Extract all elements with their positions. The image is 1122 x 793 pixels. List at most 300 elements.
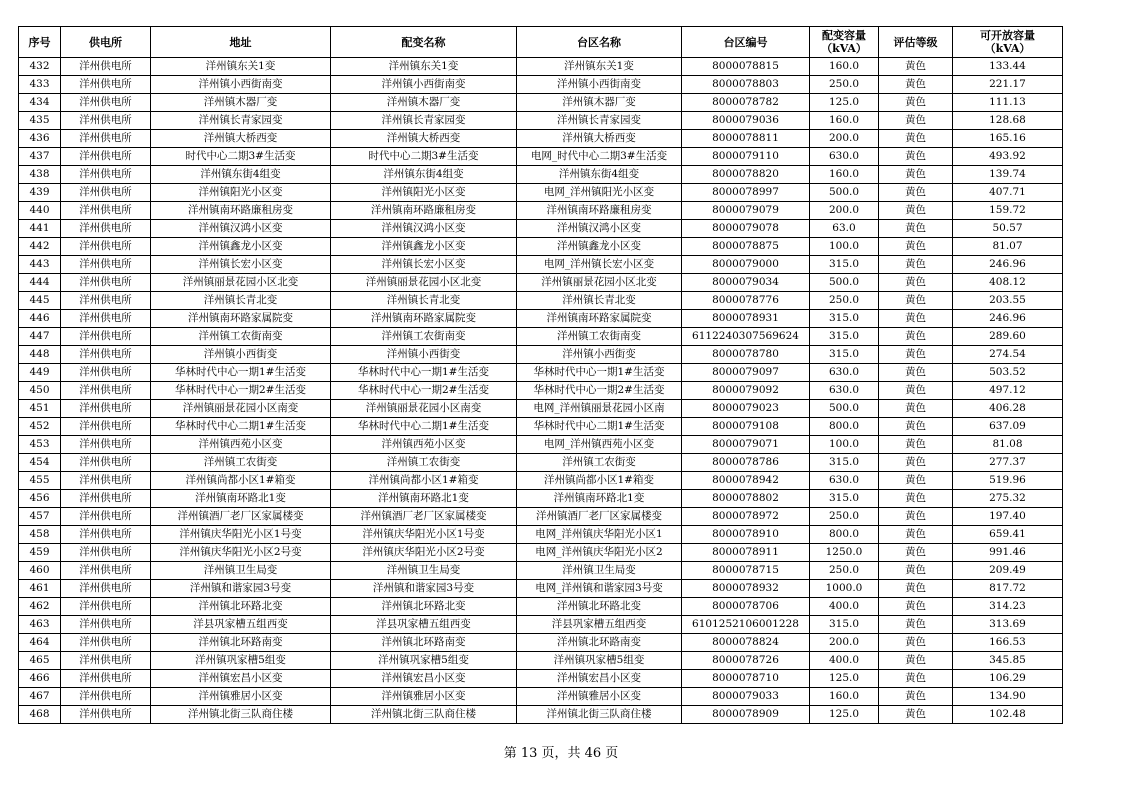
serial-cell: 442 (19, 238, 61, 256)
area-name-cell: 电网_洋州镇和谐家园3号变 (517, 580, 682, 598)
grade-cell: 黄色 (879, 76, 953, 94)
area-name-cell: 电网_时代中心二期3#生活变 (517, 148, 682, 166)
area-code-cell: 8000078706 (682, 598, 810, 616)
address-cell: 洋州镇北街三队商住楼 (151, 706, 331, 724)
address-cell: 洋州镇工农街南变 (151, 328, 331, 346)
capacity-cell: 315.0 (810, 454, 879, 472)
address-cell: 洋州镇雅居小区变 (151, 688, 331, 706)
open-capacity-cell: 50.57 (953, 220, 1063, 238)
capacity-cell: 800.0 (810, 418, 879, 436)
area-name-cell: 洋州镇木器厂变 (517, 94, 682, 112)
open-capacity-cell: 277.37 (953, 454, 1063, 472)
table-row (19, 454, 1063, 472)
area-code-cell: 6112240307569624 (682, 328, 810, 346)
table-row (19, 652, 1063, 670)
open-capacity-cell: 275.32 (953, 490, 1063, 508)
table-row (19, 256, 1063, 274)
transformer-name-cell: 洋州镇长青北变 (331, 292, 517, 310)
area-code-cell: 8000078715 (682, 562, 810, 580)
serial-cell: 452 (19, 418, 61, 436)
area-name-cell: 洋州镇工农街南变 (517, 328, 682, 346)
address-cell: 洋州镇长青北变 (151, 292, 331, 310)
station-cell: 洋州供电所 (61, 454, 151, 472)
address-cell: 洋州镇庆华阳光小区1号变 (151, 526, 331, 544)
address-cell: 华林时代中心一期2#生活变 (151, 382, 331, 400)
address-cell: 时代中心二期3#生活变 (151, 148, 331, 166)
station-cell: 洋州供电所 (61, 400, 151, 418)
station-cell: 洋州供电所 (61, 562, 151, 580)
transformer-name-cell: 洋州镇南环路北1变 (331, 490, 517, 508)
serial-cell: 435 (19, 112, 61, 130)
open-capacity-cell: 139.74 (953, 166, 1063, 184)
area-name-cell: 洋州镇卫生局变 (517, 562, 682, 580)
grade-cell: 黄色 (879, 166, 953, 184)
address-cell: 洋州镇南环路北1变 (151, 490, 331, 508)
grade-cell: 黄色 (879, 202, 953, 220)
area-name-cell: 洋州镇工农街变 (517, 454, 682, 472)
transformer-name-cell: 洋州镇南环路廉租房变 (331, 202, 517, 220)
header-row (19, 27, 1063, 58)
capacity-cell: 1250.0 (810, 544, 879, 562)
station-cell: 洋州供电所 (61, 508, 151, 526)
grade-cell: 黄色 (879, 652, 953, 670)
capacity-cell: 100.0 (810, 436, 879, 454)
area-name-cell: 洋州镇酒厂老厂区家属楼变 (517, 508, 682, 526)
open-capacity-cell: 133.44 (953, 58, 1063, 76)
address-cell: 洋州镇巩家槽5组变 (151, 652, 331, 670)
serial-cell: 438 (19, 166, 61, 184)
table-row (19, 598, 1063, 616)
capacity-cell: 1000.0 (810, 580, 879, 598)
grade-cell: 黄色 (879, 58, 953, 76)
station-cell: 洋州供电所 (61, 616, 151, 634)
table-row (19, 688, 1063, 706)
open-capacity-cell: 408.12 (953, 274, 1063, 292)
table-row (19, 400, 1063, 418)
area-name-cell: 洋州镇北街三队商住楼 (517, 706, 682, 724)
table-row (19, 382, 1063, 400)
serial-cell: 460 (19, 562, 61, 580)
station-cell: 洋州供电所 (61, 166, 151, 184)
serial-cell: 459 (19, 544, 61, 562)
grade-cell: 黄色 (879, 490, 953, 508)
address-cell: 洋州镇丽景花园小区南变 (151, 400, 331, 418)
table-row (19, 580, 1063, 598)
serial-cell: 463 (19, 616, 61, 634)
address-cell: 洋州镇庆华阳光小区2号变 (151, 544, 331, 562)
area-name-cell: 洋州镇鑫龙小区变 (517, 238, 682, 256)
capacity-cell: 63.0 (810, 220, 879, 238)
address-cell: 洋州镇北环路南变 (151, 634, 331, 652)
station-cell: 洋州供电所 (61, 382, 151, 400)
transformer-name-cell: 洋州镇巩家槽5组变 (331, 652, 517, 670)
grade-cell: 黄色 (879, 130, 953, 148)
grade-cell: 黄色 (879, 364, 953, 382)
table-row (19, 562, 1063, 580)
open-capacity-cell: 519.96 (953, 472, 1063, 490)
grade-cell: 黄色 (879, 670, 953, 688)
table-row (19, 310, 1063, 328)
capacity-cell: 630.0 (810, 364, 879, 382)
grade-cell: 黄色 (879, 706, 953, 724)
area-name-cell: 洋州镇小西街变 (517, 346, 682, 364)
grade-cell: 黄色 (879, 472, 953, 490)
capacity-cell: 400.0 (810, 598, 879, 616)
serial-cell: 439 (19, 184, 61, 202)
address-cell: 洋州镇宏昌小区变 (151, 670, 331, 688)
table-row (19, 76, 1063, 94)
open-capacity-cell: 128.68 (953, 112, 1063, 130)
area-name-cell: 洋州镇长青北变 (517, 292, 682, 310)
table-body (19, 58, 1063, 724)
header-area-code: 台区编号 (682, 27, 810, 58)
header-station: 供电所 (61, 27, 151, 58)
open-capacity-cell: 106.29 (953, 670, 1063, 688)
table-row (19, 238, 1063, 256)
transformer-name-cell: 华林时代中心二期1#生活变 (331, 418, 517, 436)
capacity-cell: 400.0 (810, 652, 879, 670)
address-cell: 洋州镇丽景花园小区北变 (151, 274, 331, 292)
transformer-name-cell: 洋州镇西苑小区变 (331, 436, 517, 454)
table-row (19, 346, 1063, 364)
address-cell: 洋州镇小西街变 (151, 346, 331, 364)
address-cell: 洋州镇木器厂变 (151, 94, 331, 112)
station-cell: 洋州供电所 (61, 328, 151, 346)
transformer-name-cell: 洋县巩家槽五组西变 (331, 616, 517, 634)
open-capacity-cell: 289.60 (953, 328, 1063, 346)
capacity-cell: 630.0 (810, 382, 879, 400)
grade-cell: 黄色 (879, 616, 953, 634)
header-capacity: 配变容量 （kVA） (810, 27, 879, 58)
capacity-cell: 630.0 (810, 472, 879, 490)
serial-cell: 433 (19, 76, 61, 94)
capacity-cell: 160.0 (810, 112, 879, 130)
address-cell: 洋州镇鑫龙小区变 (151, 238, 331, 256)
area-code-cell: 8000078910 (682, 526, 810, 544)
open-capacity-cell: 221.17 (953, 76, 1063, 94)
station-cell: 洋州供电所 (61, 598, 151, 616)
area-code-cell: 8000078972 (682, 508, 810, 526)
grade-cell: 黄色 (879, 310, 953, 328)
table-row (19, 58, 1063, 76)
grade-cell: 黄色 (879, 238, 953, 256)
area-name-cell: 洋州镇南环路廉租房变 (517, 202, 682, 220)
serial-cell: 464 (19, 634, 61, 652)
station-cell: 洋州供电所 (61, 706, 151, 724)
area-code-cell: 8000079033 (682, 688, 810, 706)
transformer-name-cell: 洋州镇长青家园变 (331, 112, 517, 130)
open-capacity-cell: 246.96 (953, 256, 1063, 274)
area-code-cell: 8000078726 (682, 652, 810, 670)
area-code-cell: 8000078802 (682, 490, 810, 508)
area-name-cell: 洋州镇东关1变 (517, 58, 682, 76)
address-cell: 洋州镇西苑小区变 (151, 436, 331, 454)
header-grade: 评估等级 (879, 27, 953, 58)
area-name-cell: 洋州镇尚都小区1#箱变 (517, 472, 682, 490)
transformer-name-cell: 洋州镇丽景花园小区北变 (331, 274, 517, 292)
area-code-cell: 6101252106001228 (682, 616, 810, 634)
capacity-cell: 315.0 (810, 310, 879, 328)
area-name-cell: 洋州镇北环路北变 (517, 598, 682, 616)
table-row (19, 706, 1063, 724)
grade-cell: 黄色 (879, 454, 953, 472)
open-capacity-cell: 246.96 (953, 310, 1063, 328)
transformer-name-cell: 洋州镇北街三队商住楼 (331, 706, 517, 724)
area-code-cell: 8000078997 (682, 184, 810, 202)
open-capacity-cell: 313.69 (953, 616, 1063, 634)
area-code-cell: 8000079034 (682, 274, 810, 292)
station-cell: 洋州供电所 (61, 472, 151, 490)
table-row (19, 166, 1063, 184)
capacity-cell: 250.0 (810, 76, 879, 94)
header-address: 地址 (151, 27, 331, 58)
grade-cell: 黄色 (879, 346, 953, 364)
area-name-cell: 电网_洋州镇西苑小区变 (517, 436, 682, 454)
area-name-cell: 洋州镇宏昌小区变 (517, 670, 682, 688)
capacity-cell: 160.0 (810, 166, 879, 184)
capacity-cell: 200.0 (810, 130, 879, 148)
table-row (19, 508, 1063, 526)
serial-cell: 444 (19, 274, 61, 292)
table-row (19, 544, 1063, 562)
header-open-capacity: 可开放容量 （kVA） (953, 27, 1063, 58)
header-serial: 序号 (19, 27, 61, 58)
grade-cell: 黄色 (879, 292, 953, 310)
transformer-name-cell: 洋州镇工农街变 (331, 454, 517, 472)
area-name-cell: 洋州镇南环路北1变 (517, 490, 682, 508)
station-cell: 洋州供电所 (61, 364, 151, 382)
serial-cell: 434 (19, 94, 61, 112)
capacity-cell: 250.0 (810, 562, 879, 580)
area-code-cell: 8000079036 (682, 112, 810, 130)
serial-cell: 437 (19, 148, 61, 166)
station-cell: 洋州供电所 (61, 274, 151, 292)
capacity-cell: 125.0 (810, 706, 879, 724)
open-capacity-cell: 493.92 (953, 148, 1063, 166)
area-code-cell: 8000078875 (682, 238, 810, 256)
area-name-cell: 洋州镇雅居小区变 (517, 688, 682, 706)
address-cell: 洋州镇东关1变 (151, 58, 331, 76)
open-capacity-cell: 274.54 (953, 346, 1063, 364)
open-capacity-cell: 203.55 (953, 292, 1063, 310)
address-cell: 洋州镇长宏小区变 (151, 256, 331, 274)
table-row (19, 202, 1063, 220)
address-cell: 洋州镇卫生局变 (151, 562, 331, 580)
address-cell: 洋州镇小西街南变 (151, 76, 331, 94)
area-code-cell: 8000078803 (682, 76, 810, 94)
capacity-cell: 500.0 (810, 400, 879, 418)
transformer-name-cell: 洋州镇东关1变 (331, 58, 517, 76)
serial-cell: 445 (19, 292, 61, 310)
area-name-cell: 洋州镇丽景花园小区北变 (517, 274, 682, 292)
table-row (19, 634, 1063, 652)
area-code-cell: 8000079097 (682, 364, 810, 382)
open-capacity-cell: 406.28 (953, 400, 1063, 418)
area-name-cell: 洋州镇长青家园变 (517, 112, 682, 130)
station-cell: 洋州供电所 (61, 220, 151, 238)
open-capacity-cell: 166.53 (953, 634, 1063, 652)
grade-cell: 黄色 (879, 220, 953, 238)
area-code-cell: 8000078815 (682, 58, 810, 76)
area-code-cell: 8000079110 (682, 148, 810, 166)
address-cell: 洋州镇阳光小区变 (151, 184, 331, 202)
station-cell: 洋州供电所 (61, 238, 151, 256)
serial-cell: 450 (19, 382, 61, 400)
grade-cell: 黄色 (879, 274, 953, 292)
station-cell: 洋州供电所 (61, 184, 151, 202)
area-code-cell: 8000078932 (682, 580, 810, 598)
serial-cell: 454 (19, 454, 61, 472)
table-row (19, 472, 1063, 490)
open-capacity-cell: 345.85 (953, 652, 1063, 670)
transformer-name-cell: 洋州镇阳光小区变 (331, 184, 517, 202)
area-name-cell: 洋州镇小西街南变 (517, 76, 682, 94)
station-cell: 洋州供电所 (61, 202, 151, 220)
capacity-cell: 200.0 (810, 202, 879, 220)
area-code-cell: 8000078780 (682, 346, 810, 364)
table-row (19, 94, 1063, 112)
transformer-name-cell: 洋州镇大桥西变 (331, 130, 517, 148)
area-name-cell: 电网_洋州镇丽景花园小区南 (517, 400, 682, 418)
area-code-cell: 8000078911 (682, 544, 810, 562)
station-cell: 洋州供电所 (61, 58, 151, 76)
open-capacity-cell: 314.23 (953, 598, 1063, 616)
table-row (19, 526, 1063, 544)
table-row (19, 490, 1063, 508)
transformer-name-cell: 洋州镇长宏小区变 (331, 256, 517, 274)
area-name-cell: 华林时代中心一期2#生活变 (517, 382, 682, 400)
capacity-cell: 315.0 (810, 328, 879, 346)
area-code-cell: 8000079071 (682, 436, 810, 454)
transformer-name-cell: 洋州镇丽景花园小区南变 (331, 400, 517, 418)
page-footer: 第 13 页，共 46 页 (503, 746, 619, 761)
area-name-cell: 电网_洋州镇庆华阳光小区2 (517, 544, 682, 562)
area-code-cell: 8000078782 (682, 94, 810, 112)
area-code-cell: 8000078909 (682, 706, 810, 724)
area-name-cell: 华林时代中心一期1#生活变 (517, 364, 682, 382)
serial-cell: 466 (19, 670, 61, 688)
transformer-name-cell: 洋州镇卫生局变 (331, 562, 517, 580)
serial-cell: 432 (19, 58, 61, 76)
serial-cell: 456 (19, 490, 61, 508)
address-cell: 洋州镇尚都小区1#箱变 (151, 472, 331, 490)
open-capacity-cell: 111.13 (953, 94, 1063, 112)
station-cell: 洋州供电所 (61, 148, 151, 166)
table-row (19, 616, 1063, 634)
open-capacity-cell: 407.71 (953, 184, 1063, 202)
station-cell: 洋州供电所 (61, 94, 151, 112)
serial-cell: 436 (19, 130, 61, 148)
capacity-cell: 800.0 (810, 526, 879, 544)
open-capacity-cell: 134.90 (953, 688, 1063, 706)
area-code-cell: 8000078786 (682, 454, 810, 472)
grade-cell: 黄色 (879, 688, 953, 706)
capacity-cell: 100.0 (810, 238, 879, 256)
area-code-cell: 8000078931 (682, 310, 810, 328)
transformer-name-cell: 华林时代中心一期2#生活变 (331, 382, 517, 400)
area-name-cell: 洋州镇南环路家属院变 (517, 310, 682, 328)
transformer-name-cell: 洋州镇雅居小区变 (331, 688, 517, 706)
station-cell: 洋州供电所 (61, 310, 151, 328)
capacity-cell: 160.0 (810, 58, 879, 76)
table-row (19, 112, 1063, 130)
table-row (19, 184, 1063, 202)
area-name-cell: 华林时代中心二期1#生活变 (517, 418, 682, 436)
table-row (19, 220, 1063, 238)
capacity-table (18, 26, 1063, 724)
station-cell: 洋州供电所 (61, 418, 151, 436)
grade-cell: 黄色 (879, 436, 953, 454)
transformer-name-cell: 洋州镇庆华阳光小区1号变 (331, 526, 517, 544)
grade-cell: 黄色 (879, 598, 953, 616)
table-row (19, 418, 1063, 436)
address-cell: 洋州镇汉鸿小区变 (151, 220, 331, 238)
serial-cell: 461 (19, 580, 61, 598)
area-code-cell: 8000079092 (682, 382, 810, 400)
table-row (19, 130, 1063, 148)
open-capacity-cell: 165.16 (953, 130, 1063, 148)
table-row (19, 292, 1063, 310)
address-cell: 洋州镇南环路家属院变 (151, 310, 331, 328)
grade-cell: 黄色 (879, 112, 953, 130)
address-cell: 洋县巩家槽五组西变 (151, 616, 331, 634)
area-code-cell: 8000078811 (682, 130, 810, 148)
table-row (19, 436, 1063, 454)
capacity-cell: 315.0 (810, 346, 879, 364)
address-cell: 洋州镇和谐家园3号变 (151, 580, 331, 598)
serial-cell: 447 (19, 328, 61, 346)
station-cell: 洋州供电所 (61, 670, 151, 688)
capacity-cell: 125.0 (810, 94, 879, 112)
transformer-name-cell: 洋州镇工农街南变 (331, 328, 517, 346)
capacity-cell: 500.0 (810, 184, 879, 202)
grade-cell: 黄色 (879, 418, 953, 436)
transformer-name-cell: 洋州镇南环路家属院变 (331, 310, 517, 328)
area-code-cell: 8000078820 (682, 166, 810, 184)
address-cell: 洋州镇大桥西变 (151, 130, 331, 148)
open-capacity-cell: 817.72 (953, 580, 1063, 598)
area-name-cell: 洋州镇东街4组变 (517, 166, 682, 184)
area-code-cell: 8000078824 (682, 634, 810, 652)
table-row (19, 148, 1063, 166)
header-transformer-name: 配变名称 (331, 27, 517, 58)
table-row (19, 328, 1063, 346)
capacity-cell: 315.0 (810, 490, 879, 508)
area-code-cell: 8000079078 (682, 220, 810, 238)
grade-cell: 黄色 (879, 328, 953, 346)
station-cell: 洋州供电所 (61, 634, 151, 652)
station-cell: 洋州供电所 (61, 256, 151, 274)
open-capacity-cell: 102.48 (953, 706, 1063, 724)
open-capacity-cell: 81.07 (953, 238, 1063, 256)
area-name-cell: 洋州镇北环路南变 (517, 634, 682, 652)
serial-cell: 453 (19, 436, 61, 454)
transformer-name-cell: 洋州镇庆华阳光小区2号变 (331, 544, 517, 562)
open-capacity-cell: 659.41 (953, 526, 1063, 544)
grade-cell: 黄色 (879, 544, 953, 562)
serial-cell: 467 (19, 688, 61, 706)
transformer-name-cell: 洋州镇酒厂老厂区家属楼变 (331, 508, 517, 526)
area-code-cell: 8000079079 (682, 202, 810, 220)
area-code-cell: 8000078776 (682, 292, 810, 310)
serial-cell: 446 (19, 310, 61, 328)
area-name-cell: 洋州镇汉鸿小区变 (517, 220, 682, 238)
transformer-name-cell: 洋州镇北环路南变 (331, 634, 517, 652)
address-cell: 华林时代中心二期1#生活变 (151, 418, 331, 436)
area-name-cell: 电网_洋州镇长宏小区变 (517, 256, 682, 274)
grade-cell: 黄色 (879, 526, 953, 544)
capacity-cell: 500.0 (810, 274, 879, 292)
